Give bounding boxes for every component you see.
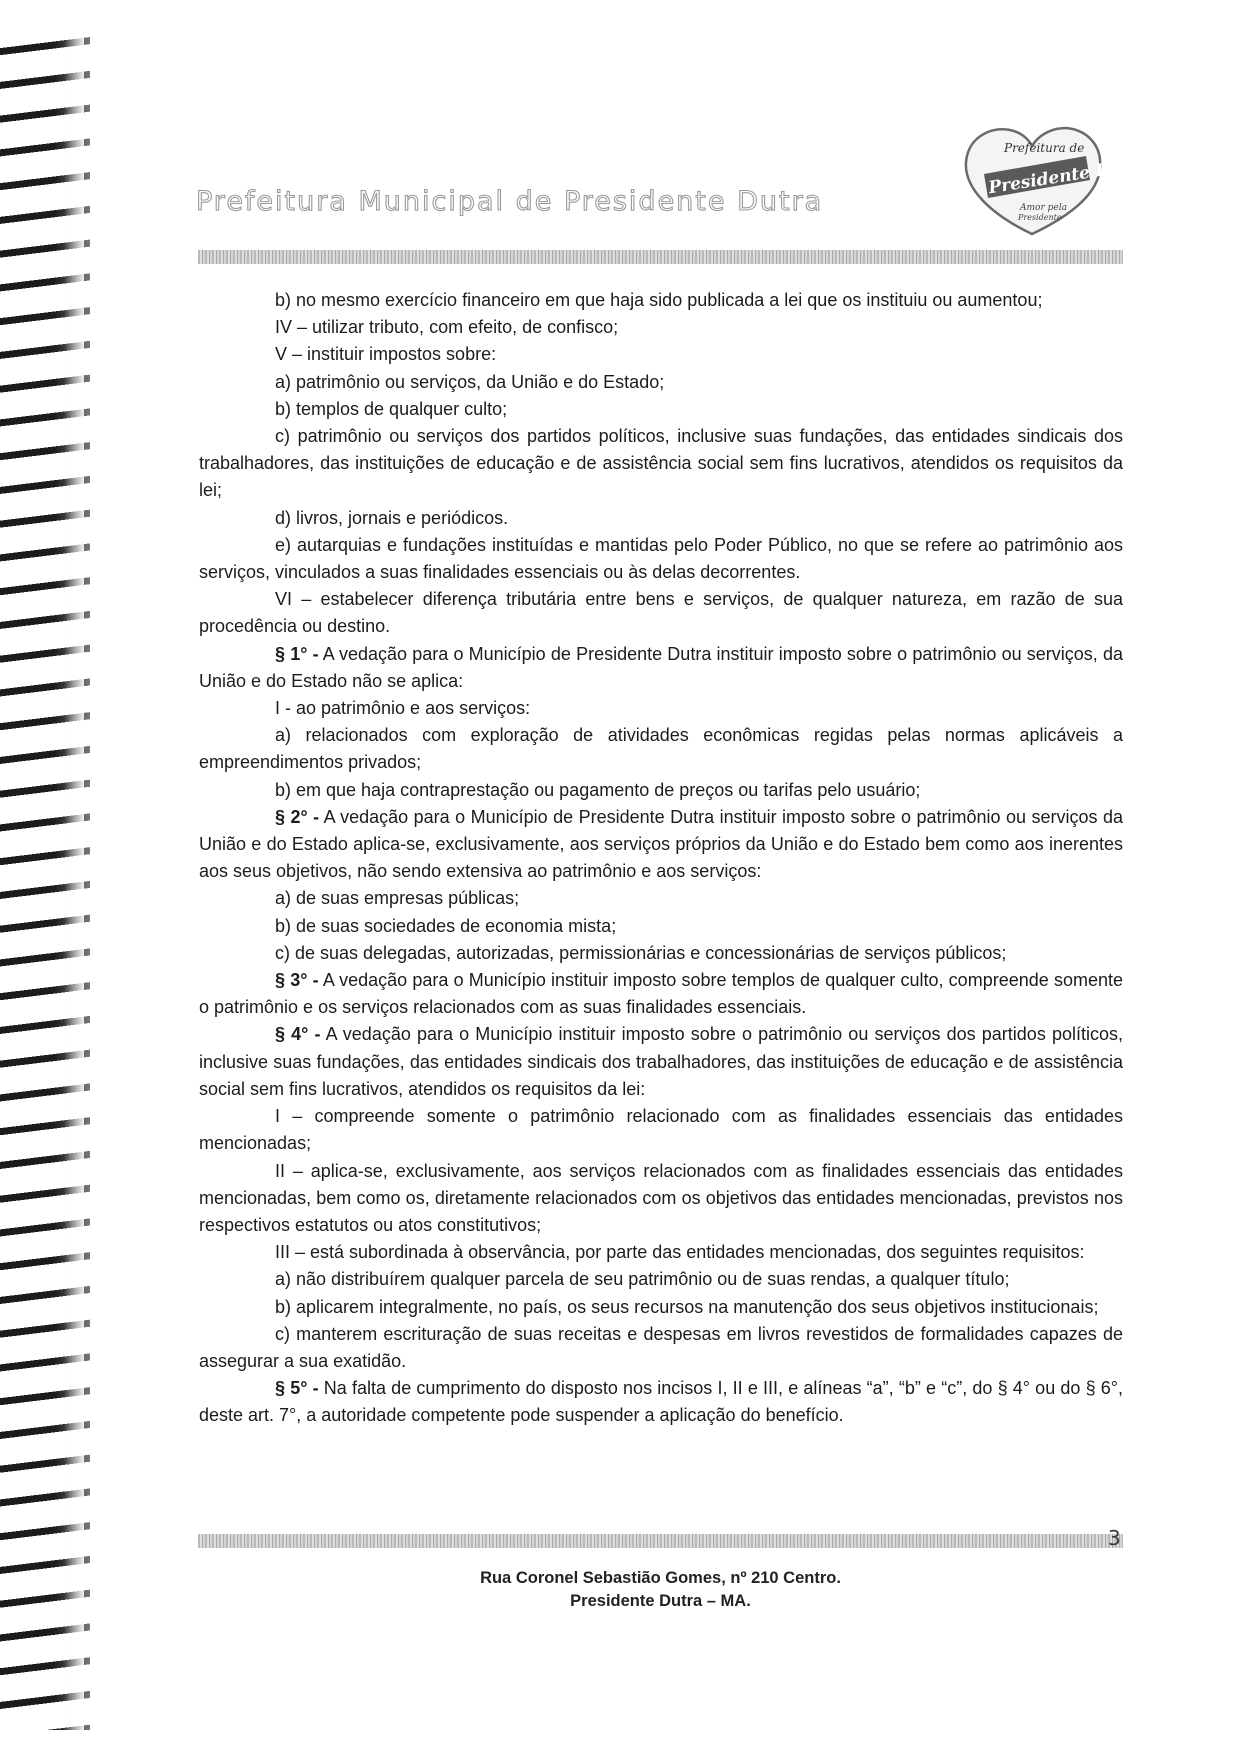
- paragraph: [199, 586, 1123, 640]
- footer-city: Presidente Dutra – MA.: [570, 1592, 751, 1610]
- paragraph: [199, 314, 1123, 341]
- spiral-binding: [0, 30, 90, 1730]
- paragraph: [199, 1239, 1123, 1266]
- paragraph-text: a) não distribuírem qualquer parcela de seu patrimônio ou de suas rendas, a qualquer título;: [275, 1269, 1010, 1290]
- paragraph: [199, 287, 1123, 314]
- header-rule: [198, 250, 1123, 264]
- paragraph-text: c) patrimônio ou serviços dos partidos políticos, inclusive suas fundações, das entidades sindicais dos trabalhadores, das instituições de educação e de assistência social sem fins lucrativos, atendidos os requisitos da lei;: [199, 426, 1123, 501]
- paragraph: [199, 913, 1123, 940]
- document-body: [199, 287, 1123, 1430]
- paragraph: [199, 341, 1123, 368]
- paragraph: [199, 777, 1123, 804]
- paragraph: [199, 641, 1123, 695]
- paragraph-text: c) de suas delegadas, autorizadas, permissionárias e concessionárias de serviços públicos;: [275, 942, 1007, 963]
- paragraph-text: II – aplica-se, exclusivamente, aos serviços relacionados com as finalidades essenciais das entidades mencionadas, bem como os, diretamente relacionados com os objetivos das entidades mencionadas, previstos nos respectivos estatutos ou atos constitutivos;: [199, 1160, 1123, 1235]
- paragraph: [199, 1375, 1123, 1429]
- paragraph-label: § 2° -: [275, 806, 320, 827]
- paragraph-text: c) manterem escrituração de suas receitas e despesas em livros revestidos de formalidades capazes de assegurar a sua exatidão.: [199, 1323, 1123, 1371]
- paragraph-text: b) de suas sociedades de economia mista;: [275, 915, 617, 936]
- paragraph-text: A vedação para o Município instituir imposto sobre templos de qualquer culto, compreende somente o patrimônio e os serviços relacionados com as suas finalidades essenciais.: [199, 970, 1123, 1018]
- paragraph: [199, 1266, 1123, 1293]
- page-header-title: Prefeitura Municipal de Presidente Dutra: [196, 186, 824, 217]
- paragraph-text: e) autarquias e fundações instituídas e mantidas pelo Poder Público, no que se refere ao patrimônio aos serviços, vinculados a suas finalidades essenciais ou às delas decorrentes.: [199, 534, 1123, 583]
- paragraph-text: A vedação para o Município instituir imposto sobre o patrimônio ou serviços dos partidos políticos, inclusive suas fundações, das entidades sindicais dos trabalhadores, das instituições de educação e de assistência social sem fins lucrativos, atendidos os requisitos da lei:: [199, 1024, 1123, 1099]
- paragraph-text: I - ao patrimônio e aos serviços:: [275, 698, 531, 719]
- paragraph: [199, 722, 1123, 776]
- paragraph-text: Na falta de cumprimento do disposto nos incisos I, II e III, e alíneas “a”, “b” e “c”, do § 4° ou do § 6°, deste art. 7°, a autoridade competente pode suspender a aplicação do benefício.: [199, 1378, 1124, 1426]
- paragraph-text: A vedação para o Município de Presidente Dutra instituir imposto sobre o patrimônio ou serviços, da União e do Estado não se aplica:: [199, 643, 1123, 691]
- paragraph-text: b) no mesmo exercício financeiro em que haja sido publicada a lei que os instituiu ou aumentou;: [275, 290, 1043, 310]
- paragraph-label: § 5° -: [275, 1378, 319, 1399]
- paragraph-text: III – está subordinada à observância, por parte das entidades mencionadas, dos seguintes requisitos:: [275, 1242, 1085, 1263]
- page-number: 3: [1108, 1526, 1121, 1550]
- logo-line1: Prefeitura de: [1004, 141, 1085, 155]
- logo-line4: Presidente: [1018, 213, 1062, 222]
- paragraph-text: a) patrimônio ou serviços, da União e do Estado;: [275, 371, 665, 392]
- paragraph: [199, 532, 1123, 586]
- paragraph-text: A vedação para o Município de Presidente Dutra instituir imposto sobre o patrimônio ou serviços da União e do Estado aplica-se, exclusivamente, aos serviços próprios da União e do Estado bem como aos inerentes aos seus objetivos, não sendo extensiva ao patrimônio e aos serviços:: [199, 806, 1124, 882]
- paragraph: [199, 1103, 1123, 1157]
- paragraph-text: I – compreende somente o patrimônio relacionado com as finalidades essenciais das entidades mencionadas;: [199, 1106, 1123, 1154]
- paragraph-text: b) aplicarem integralmente, no país, os seus recursos na manutenção dos seus objetivos institucionais;: [275, 1296, 1099, 1317]
- logo-line3: Amor pela: [1020, 203, 1067, 213]
- paragraph: [199, 1158, 1123, 1240]
- paragraph: [199, 423, 1123, 505]
- paragraph-label: § 1° -: [275, 643, 319, 664]
- paragraph: [199, 1321, 1123, 1375]
- paragraph-text: b) templos de qualquer culto;: [275, 398, 508, 419]
- paragraph: [199, 695, 1123, 722]
- paragraph-label: § 4° -: [275, 1024, 321, 1045]
- paragraph: [199, 804, 1123, 886]
- paragraph: [199, 1294, 1123, 1321]
- paragraph: [199, 885, 1123, 912]
- footer-address: Rua Coronel Sebastião Gomes, nº 210 Centro.: [480, 1569, 841, 1587]
- footer-rule: [198, 1534, 1123, 1548]
- paragraph-text: V – instituir impostos sobre:: [275, 344, 497, 365]
- logo-line2: Presidente Dutra: [987, 153, 1152, 199]
- paragraph: [199, 1021, 1123, 1103]
- paragraph: [199, 369, 1123, 396]
- paragraph: [199, 396, 1123, 423]
- paragraph: [199, 967, 1123, 1021]
- municipality-logo: [960, 122, 1152, 242]
- paragraph-text: IV – utilizar tributo, com efeito, de confisco;: [275, 317, 619, 338]
- paragraph-label: § 3° -: [275, 970, 319, 991]
- paragraph-text: VI – estabelecer diferença tributária entre bens e serviços, de qualquer natureza, em razão de sua procedência ou destino.: [199, 589, 1123, 637]
- paragraph-text: d) livros, jornais e periódicos.: [275, 507, 509, 528]
- paragraph-text: a) de suas empresas públicas;: [275, 888, 520, 909]
- paragraph-text: b) em que haja contraprestação ou pagamento de preços ou tarifas pelo usuário;: [275, 779, 921, 800]
- paragraph: [199, 940, 1123, 967]
- paragraph-text: a) relacionados com exploração de atividades econômicas regidas pelas normas aplicáveis a empreendimentos privados;: [199, 725, 1123, 773]
- paragraph: [199, 505, 1123, 532]
